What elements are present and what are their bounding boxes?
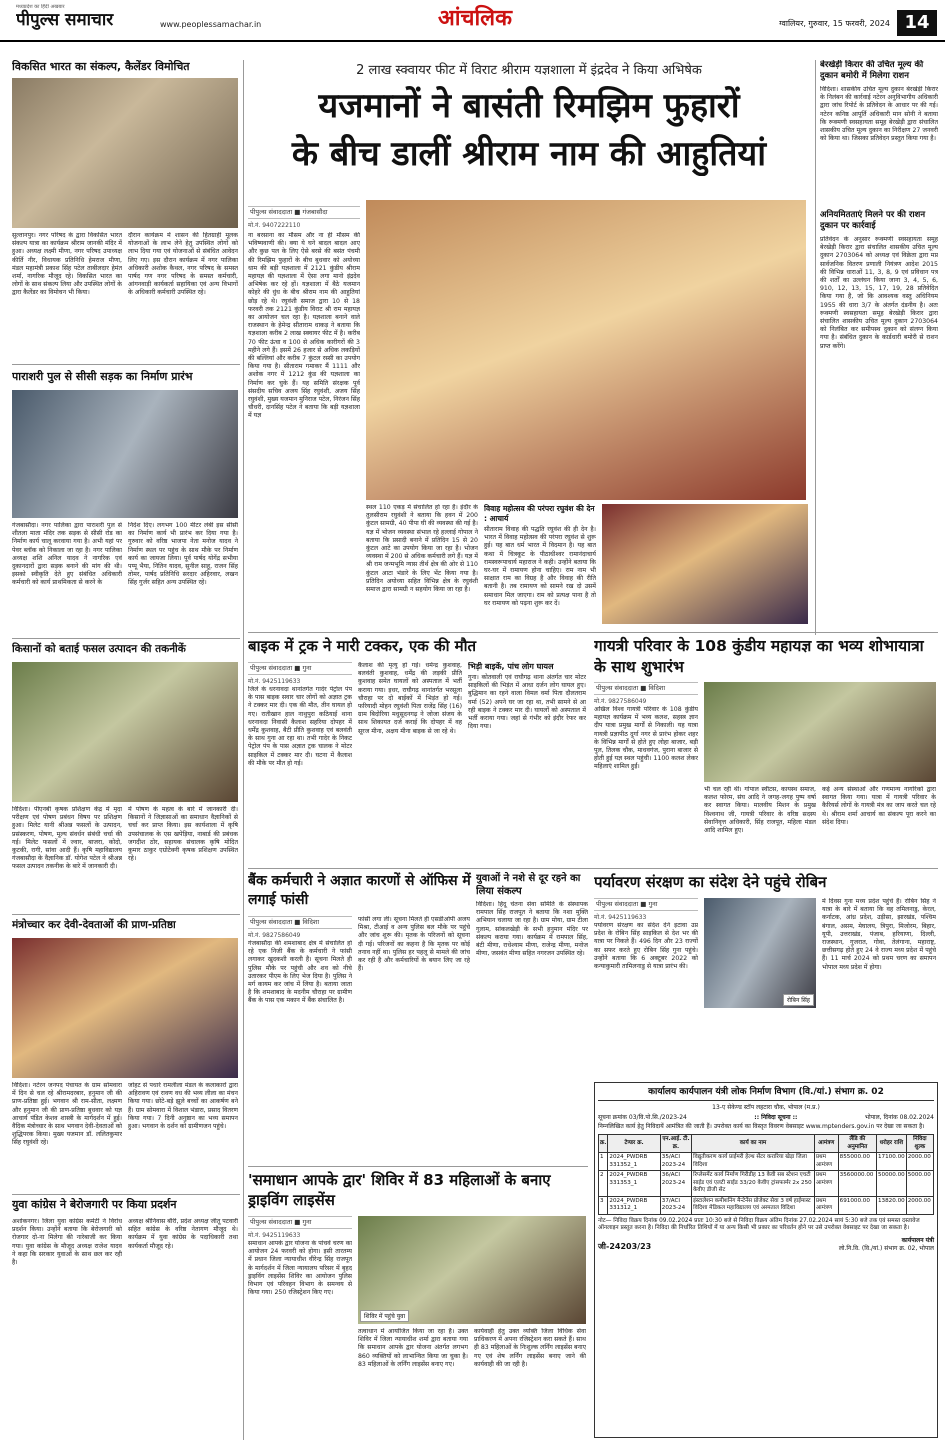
left-column [12,60,240,1440]
divider [248,868,938,869]
story-farmers-text: विदिशा। पीएनबी कृषक प्रशिक्षण केंद्र में मृदा परीक्षण एवं पोषण प्रबंधन विषय पर प्रशिक्षण हुआ। मिलेट यानी श्रीअन्न फसलों के उत्पादन, प्रसंस्करण, पोषण, मूल्य संवर्धन संबंधी चर्चा की गई। मिलेट फसलों में ज्वार, बाजरा, कोदो, कुटकी, रागी, सांवा आदी हैं। कृषि महाविद्यालय गंजबासौदा के वैज्ञानिक डॉ. योगेश पटेल ने श्रीअन्न फसल उत्पादन तकनीक के बारे में जानकारी दी। [12,806,122,871]
lead-byline: पीपुल्स संवाददाता ■ गंजबासौदा [248,206,360,219]
lead-story [248,60,810,630]
ration-action-text: प्रतिवेदन के अनुसार रूक्मणी स्वसहायता समूह बेरखेड़ी किरार द्वारा संचालित शासकीय उचित मूल्य दुकान 2703064 को अध्यक्ष एवं विक्रेता द्वारा मप्र सार्वजनिक वितरण प्रणाली नियंत्रण आदेश 2015 की विभिन्न धाराओं 11, 3, 8, 9 एवं प्रविधान पत्र की शर्तों का उल्लंघन किया जाना 3, 4, 5, 6, 910, 12, 13, 15, 17, 19, 28 प्रतिवेदित किया गया है, जो कि आवश्यक वस्तु अधिनियम 1955 की धारा 3/7 के अंतर्गत दंडनीय है। अतः रूक्मणी स्वसहायता समूह बेरखेड़ी किरार द्वारा संचालित शासकीय उचित मूल्य दुकान 2703064 को निलंबित कर समीपस्थ दुकान को संलग्न किया गया है। संबंधित दुकान के कार्डधारी बमोरी से राशन प्राप्त करेंगे। [820,236,938,350]
gayatri-headline: गायत्री परिवार के 108 कुंडीय महायज्ञ का भव्य शोभायात्रा के साथ शुभारंभ [594,637,924,676]
tender-row [599,1196,934,1214]
tender-notice-title: :: निविदा सूचना :: [754,1114,798,1121]
story-farmers-text-2: में पोषण के महत्व के बारे में जानकारी दी। किसानों ने जिज्ञासाओं का समाधान वैज्ञानिकों से चर्चा कर प्राप्त किया। इस कार्यशाला में कृषि उपसंचालक के एस खपेड़िया, नाबार्ड की प्रबंधक जगदीश ठोर, सहायक संचालक कृषि मोदित कुमार ठाकुर एग्रोटेक्नी कृषक प्रशिक्षण उपस्थित रहे। [128,806,238,863]
tender-cell: 1 [599,1153,608,1171]
robin-mobile: मो.नं. 9425119633 [594,914,647,921]
story-youth-congress-title: युवा कांग्रेस ने बेरोजगारी पर किया प्रदर्शन [12,1198,177,1211]
tender-cell: 50000.00 [877,1171,907,1197]
bank-text: गंजबासौदा की शमशाबाद क्षेत्र में संचालित हो रहे एक निजी बैंक के कर्मचारी ने फांसी लगाकर खुदकशी करली है। सूचना मिलते ही पुलिस मौके पर पहुंची और शव को नीचे उतारकर पीएम के लिए भेज दिया है। पुलिस ने मर्ग कायम कर जांच में लिया है। बताया जाता है कि शमशाबाद के मदनीम चौराहा पर ग्रामीण बैंक के पास एक मकान में बैंक संचालित है। [248,940,352,1005]
story-calendar-text: सुल्तानपुर। नगर परिषद के द्वारा विकसित भारत संकल्प यात्रा का कार्यक्रम श्रीराम जानकी मंदिर में हुआ। अध्यक्ष लक्ष्मी मीणा, नगर परिषद उपाध्यक्ष कीर्ति नीर, विधायक प्रतिनिधि हेमराज मीणा, मंडल महामंत्री प्रकाश सिंह पटेल ताबीलदार हेमंत शर्मा, नागरिक मौजूद रहे। विकसित भारत का लोगों के साथ संकल्प लिया और उपस्थित लोगों के द्वारा कैलेंडर का विमोचन भी किया। [12,232,122,297]
ration-story-title: बेरखेड़ी किरार की उचित मूल्य की दुकान बमोरी में मिलेगा राशन [820,60,924,81]
divider [248,1166,588,1167]
lead-sidebox [484,504,596,624]
lead-headline-1: यजमानों ने बासंती रिमझिम फुहारों [318,86,740,126]
tender-footer [598,1236,934,1252]
gayatri-byline-block [594,682,698,705]
ration-action-title: अनियमितताएं मिलने पर की राशन दुकान पर कार्रवाई [820,210,926,231]
tender-code: जी-24203/23 [598,1241,652,1251]
yagyashala-photo [366,200,806,500]
robin-text-3 [704,1012,816,1068]
farmers-photo [12,662,238,802]
tender-signature: कार्यपालन यंत्री [901,1236,934,1244]
section-title [400,4,550,36]
licence-photo [358,1216,586,1324]
story-pran-pratishtha-text: विदिशा। नटेरन जनपद पंचायत के ग्राम सोमवारा में दिन से चल रहे श्रीरामदरबार, हनुमान जी की प्राण-प्रतिष्ठा हुई। भगवान श्री राम-सीता, लक्ष्मण और हनुमान जी की प्राण-प्रतिष्ठा बुधवार को यज्ञ आचार्य पंडित केशव शास्त्री के मार्गदर्शन में हुई। वैदिक मंत्रोच्चार के साथ भगवान देवी-देवताओं को शुद्धिपरक किया। मुख्य यजमान डॉ. ललितकुमार सिंह रघुवंशी रहे। [12,1082,122,1147]
tender-notice-no: सूचना क्रमांक 03/वि.पो.सि./2023-24 [598,1114,687,1121]
licence-text: समाधान आपके द्वार योजना के पांचवें चरण का आयोजन 24 फरवरी को होगा। इसी तारतम्य में प्रधान जिला न्यायाधीश वीरेन्द्र सिंह राजपूत के मार्गदर्शन में जिला न्यायालय परिसर में बृहद ड्राइविंग लाइसेंस शिविर का आयोजन पुलिस विभाग एवं परिवहन विभाग के समन्वय से किया गया। 250 रजिस्ट्रेशन किए गए। [248,1240,352,1297]
tender-cell: इंस्टालेशन कमीशनिंग मैन्टेनेंस प्रोजेक्ट सेवा 3 वर्ष हाईमास्ट विदिशा मेडिकल महाविद्यालय एवं अस्पताल विदिशा [692,1196,815,1214]
youth-headline: युवाओं ने नशे से दूर रहने का लिया संकल्प [476,873,581,897]
bank-text-2: फांसी लगा ली। सूचना मिलते ही एसडीओपी अजय मिश्रा, टीआई व अन्य पुलिस बल मौके पर पहुंचे और जांच शुरू की। मृतक के परिजनों को सूचना दी गई। परिजनों का कहना है कि मृतक पर कोई तनाव नहीं था। पुलिस हर पहलू से मामले की जांच कर रही है और कर्मचारियों के बयान लिए जा रहे हैं। [358,916,470,973]
tender-cell: प्रथम आमंत्रण [814,1196,838,1214]
acharya-photo [602,504,808,624]
robin-text: पर्यावरण संरक्षण का संदेश देने इटावा उप्र प्रदेश के रोबिन सिंह साइकिल से देश भर की यात्रा पर निकले हैं। 496 दिन और 23 राज्यों का सफर करते हुए रोबिन सिंह गुना पहुंचे। उन्होंने बताया कि 6 अक्टूबर 2022 को कन्याकुमारी तामिलनाडु से यात्रा प्रारंभ की। [594,922,698,971]
tender-cell: 37/ACI 2023-24 [660,1196,691,1214]
gayatri-story [594,636,938,866]
accident-story [248,636,588,866]
robin-photo-caption: रोबिन सिंह [783,994,814,1006]
licence-text-2: तत्वाधान में आयोजित किया जा रहा है। उक्त शिविर में जिला न्यायाधीश शर्मा द्वारा बताया गया कि समाधान आपके द्वार योजना अंतर्गत लगभग 860 व्यक्तियों को लाभान्वित किया जा चुका है। 83 महिलाओं के लर्निंग लाइसेंस बनाए गए। [358,1328,468,1368]
accident-sidebox-text: गुना। कोतवाली एवं राघौगढ़ थाना अंतर्गत चार मोटर साइकिलों की भिड़ंत में आधा दर्जन लोग घायल हुए। बुद्धिमान का रहने वाला विमल वर्मा पिता दौलतराम वर्मा (52) अपने घर जा रहा था, तभी सामने से आ रही बाइक ने टक्कर मार दी। घायलों को अस्पताल में भर्ती कराया गया। जहां से गंभीर को इंदौर रेफर कर दिया गया। [468,674,586,731]
tender-cell: विद्युतीकरण कार्य प्राईमरी हेल्थ सेंटर करारिया खेड़ा जिला विदिशा [692,1153,815,1171]
youth-text: विदिशा। हिंदू चेतना सेवा समिति के संस्थापक रामपाल सिंह राजपूत ने बताया कि नशा मुक्ति अभियान चलाया जा रहा है। ग्राम मोया, ग्राम टीला गुलाम, सांकलखेड़ी के सभी हनुमान मंदिर पर संकल्प कराया गया। कार्यक्रम में रामपाल सिंह, बंटी मीणा, राधेश्याम मीणा, राजेन्द्र मीणा, मनोज मीणा, जसवंत मीणा सहित नगरजन उपस्थित रहे। [476,901,588,958]
lead-kicker: 2 लाख स्क्वायर फीट में विराट श्रीराम यज्ञशाला में इंद्रदेव ने किया अभिषेक [356,63,702,78]
section-label: आंचलिक [438,6,512,31]
column-rule [243,60,244,1440]
accident-mobile: मो.नं. 9425119633 [248,678,301,685]
tender-cell: 3 [599,1196,608,1214]
tender-cell: 2000.00 [906,1196,933,1214]
column-rule [815,60,816,635]
tender-header-cell: एन.आई. टी. क्र. [660,1135,691,1153]
lead-byline-block [248,206,360,229]
tender-header-cell: क्र. [599,1135,608,1153]
tender-header-cell: निविदा शुल्क [906,1135,933,1153]
robin-story [594,872,938,1072]
tender-table [598,1134,934,1215]
tender-cell: 2024_PWDRB 331352_1 [608,1153,660,1171]
tender-cell: 17100.00 [877,1153,907,1171]
story-calendar-title: विकसित भारत का संकल्प, कैलेंडर विमोचित [12,60,190,73]
tender-signature-2: लो.नि.वि. (वि./यां.) संभाग क्र. 02, भोपाल [838,1244,934,1252]
tender-cell: 2024_PWDRB 331312_1 [608,1196,660,1214]
story-calendar-text-2: दौरान कार्यक्रम में शासन की हितग्राही मूलक योजनाओं के लाभ लेने हेतु उपस्थित लोगों को लाभ दिया गया एवं योजनाओं से संबंधित आवेदन लिए गए। इस दौरान कार्यक्रम में नगर पालिका अधिकारी अशोक कैथल, नगर परिषद के समस्त पार्षद गण नगर परिषद के समस्त कर्मचारी, आंगनवाड़ी कार्यकर्ता सहायिका एवं अन्य विभागों के अधिकारी कर्मचारी उपस्थित रहे। [128,232,238,297]
robin-headline: पर्यावरण संरक्षण का संदेश देने पहुंचे रोबिन [594,873,827,891]
tender-note: नोट— निविदा विक्रय दिनांक 09.02.2024 प्रातः 10:30 बजे से निविदा विक्रय अंतिम दिनांक 27.02.2024 सायं 5:30 बजे तक एवं समस्त दस्तावेज ऑनलाइन प्रस्तुत करना है। निविदा की निर्धारित तिथियों में या अन्य किसी भी प्रकार का परिवर्तन होने पर उसे उपरोक्त वेबसाइट पर देखा जा सकता है। [598,1217,920,1231]
story-farmers-title: किसानों को बताई फसल उत्पादन की तकनीकें [12,643,186,655]
gayatri-text-3: कई अन्य संस्थाओं और गणमान्य नागरिकों द्वारा स्वागत किया गया। यात्रा में गायत्री परिवार के कैरियर्स लोगों के गायत्री मंत्र का जाप करते चल रहे थे। श्रीराम शर्मा आचार्य का संकल्प पूरा करने का संदेश दिया। [822,786,936,826]
gayatri-text: अखिल विश्व गायत्री परिवार के 108 कुंडीय महायज्ञ कार्यक्रम में भव्य कलश, सहस्त्र ज्ञान दीप यात्रा प्रमुख मार्गों से निकाली। यह यात्रा गायत्री प्रज्ञापीठ दुर्गा नगर से प्रारंभ होकर शहर के विभिन्न मार्गों से होते हुए लोहा बाजार, बड़ी पुल, तिलक चौक, माधवगंज, पुराना बाजार से होती हुई यज्ञ स्थल पहुंची। 1100 कलश लेकर महिलाएं शामिल हुईं। [594,706,698,771]
tender-cell: 855000.00 [838,1153,876,1171]
bank-mobile: मो.नं. 9827586049 [248,932,301,939]
divider [248,632,938,633]
accident-sidebox-title: भिड़ी बाइकें, पांच लोग घायल [468,662,554,671]
tender-cell: रिप्लेसमेंट कार्य निर्माण गिरीडीह 13 केवी सब स्टेशन एचटी साईड एवं एलटी साईड 33/20 केवीए ट्रांसफार्मर 2x 250 केवीए डीजी सेट [692,1171,815,1197]
tender-cell: 2000.00 [906,1153,933,1171]
lead-headline-2: के बीच डालीं श्रीराम नाम की आहुतियां [291,134,767,174]
tender-row [599,1153,934,1171]
bank-headline: बैंक कर्मचारी ने अज्ञात कारणों से ऑफिस में लगाई फांसी [248,873,471,908]
story-youth-congress-text: अशोकनगर। जिला युवा कांग्रेस कमेटी ने विरोध प्रदर्शन किया। उन्होंने बताया कि बेरोजगारी को रोजगार दो-ना मिलेगा की नारेबाजी कर किया गया। युवा कांग्रेस के मौजूद अध्यक्ष राजेश यादव ने कहा कि सरकार युवाओं के साथ छल कर रही है। [12,1218,122,1267]
tender-cell: 2024_PWDRB 331353_1 [608,1171,660,1197]
tender-cell: 691000.00 [838,1196,876,1214]
licence-story [248,1170,588,1440]
tender-signature-block [839,1236,934,1252]
gayatri-photo [704,682,936,782]
tender-header-cell: धरोहर राशि [877,1135,907,1153]
tender-header-cell: लैंडि की अनुमानित [838,1135,876,1153]
tender-header-cell: टेण्डर क्र. [608,1135,660,1153]
tender-row [599,1171,934,1197]
story-pran-pratishtha-text-2: जोहट से पधारे रामलीला मंडल के कलाकारों द्वारा अहिरावण एवं रावण वध की भव्य लीला का मंचन किया गया। छोटे-बड़े झूले बच्चों का आकर्षण बने हैं। ग्राम सोमवारा में विशाल भंडारा, प्रसाद वितरण किया गया। 7 दिनी अनुष्ठान का भव्य समापन हुआ। भगवान के दर्शन को ग्रामीणजन पहुंचे। [128,1082,238,1131]
masthead [0,0,945,42]
lead-sidebox-title: विवाह महोत्सव की परंपरा रघुवंश की देन : आचार्य [484,504,595,523]
bank-byline: पीपुल्स संवाददाता ■ विदिशा [248,916,352,929]
story-road-title: पाराशरी पुल से सीसी सड़क का निर्माण प्रारंभ [12,370,193,383]
paper-tagline: मध्यप्रदेश का हिंदी अखबार [16,4,65,10]
tender-cell: 2 [599,1171,608,1197]
licence-text-3: कार्यवाही हेतु उक्त व्यक्ति जिला विधिक सेवा प्राधिकरण में अपना रजिस्ट्रेशन करा सकते हैं। साथ ही 83 महिलाओं के निःशुल्क लर्निंग लाइसेंस बनाए गए एवं शेष लर्निंग लाइसेंस बनाए जाने की कार्यवाही की जा रही है। [474,1328,586,1368]
tender-cell: 35/ACI 2023-24 [660,1153,691,1171]
tender-cell: 3560000.00 [838,1171,876,1197]
tender-cell: प्रथम आमंत्रण [814,1153,838,1171]
gayatri-text-2: भी चल रहीं थीं। गोपाल स्वीटस, कायस्थ समाज, कलश फोरम, संघ आदि ने जगह-जगह पुष्प वर्षा कर स्वागत किया। मालवीय मिशन के प्रमुख विश्वनाथ जी, गायत्री परिवार के वरिष्ठ सदस्य सेवानिवृत्त अधिकारी, सिंह राजपूत, महिला मंडल आदि शामिल हुए। [704,786,816,835]
divider [12,364,240,365]
robin-byline: पीपुल्स संवाददाता ■ गुना [594,898,698,911]
gayatri-mobile: मो.नं. 9827586049 [594,698,647,705]
lead-text-col2: स्थल 110 एकड़ में संचालित हो रहा है। इंदौर के तुलसीराम रघुवंशी ने बताया कि हवन में 200 कुंटल सामग्री, 40 पीपा घी की व्यवस्था की गई है। यज्ञ में भोजन व्यवस्था संभाल रहे हल्लाई गोपाल ने बताया कि प्रसादी बनाने में प्रतिदिन 15 से 20 कुंटल आटे का उपयोग किया जा रहा है। भोजन व्यवस्था में 200 से अधिक कर्मचारी लगे हैं। यज्ञ में श्री राम जन्मभूमि न्यास तीर्थ क्षेत्र की ओर से 110 कुंटल आटा भंडारे के लिए भेंट किया गया है। प्रतिदिन अयोध्या सहित विभिन्न क्षेत्र के रघुवंशी समाज द्वारा सामग्री न सहयोग किया जा रहा है। [366,504,478,594]
lead-sidebox-text: सीताराम विवाह की पद्धति रघुवंश की ही देन है। भारत में विवाह महोत्सव की परंपरा रघुवंश से शुरू हुई। यह बात धर्म भारत में विदमान है। यह बात कथा में चित्रकूट के पीठाधीश्वर रामानंदाचार्य रामस्वरूपाचार्य महाराज ने कही। उन्होंने बताया कि घर-घर में रामायण होना चाहिए। राम नाम भी साक्षात राम का विग्रह है और विवाह की रीति बतानी है। तब रामायण को सामने रख दो उसमें समाधान मिल जाएगा। राम को प्रत्यक्ष पाना है तो घर रामायण को पढ़ना शुरू कर दें। [484,526,596,607]
calendar-photo [12,78,238,228]
robin-byline-block [594,898,698,921]
right-column [820,60,938,632]
tender-title: कार्यालय कार्यपालन यंत्री लोक निर्माण विभाग (वि./यां.) संभाग क्र. 02 [598,1086,934,1101]
youth-story [476,872,588,1162]
tender-header-row [599,1135,934,1153]
dateline: ग्वालियर, गुरुवार, 15 फरवरी, 2024 [779,19,890,28]
tender-cell: प्रथम आमंत्रण [814,1171,838,1197]
tender-notice-row [598,1113,934,1121]
road-photo [12,390,238,518]
ration-story-text: विदिशा। शासकीय उचित मूल्य दुकान बेरखेड़ी किरार के निलंबन की कार्रवाई नटेरन अनुविभागीय अधिकारी द्वारा जांच रिपोर्ट के प्रतिवेदन के आधार पर की गई। नटेरन कनिष्ठ आपूर्ति अधिकारी मान सोनी ने बताया कि रूक्मणी स्वसहायता समूह बेरखेड़ी द्वारा संचालित शासकीय उचित मूल्य दुकान का निरीक्षण 27 जनवरी को किया था। जिसका प्रतिवेदन प्रस्तुत किया गया है। [820,86,938,143]
paper-name: पीपुल्स समाचार [16,10,114,30]
bank-byline-block [248,916,352,939]
paper-logo [16,4,156,34]
robin-text-2: में दिवस गुना मध्य प्रदेश पहुंचे हैं। रोबिन सिंह ने यात्रा के बारे में बताया कि वह तमिलनाडु, केरल, कर्नाटक, आंध्र प्रदेश, उड़ीसा, झारखंड, पश्चिम बंगाल, असम, मेघालय, त्रिपुरा, मिजोरम, बिहार, यूपी, उत्तराखंड, पंजाब, हरियाणा, दिल्ली, राजस्थान, गुजरात, गोवा, तेलंगाना, महाराष्ट्र, छत्तीसगढ़ होते हुए 24 वे राज्य मध्य प्रदेश में पहुंचे हैं। 11 मार्च 2024 को प्रथम चरण का समापन भोपाल मध्य प्रदेश में होगा। [822,898,936,971]
tender-notice [594,1082,938,1438]
lead-mobile: मो.नं. 9407222110 [248,222,301,229]
tender-subtitle: 13-ए सेकेण्ड स्टॉप लहटारा चौक, भोपाल (म.प्र.) [712,1104,820,1111]
website[interactable]: www.peoplessamachar.in [160,20,262,29]
accident-sidebox [468,662,586,864]
licence-mobile: मो.नं. 9425119633 [248,1232,301,1239]
tender-notice-date: भोपाल, दिनांक 08.02.2024 [864,1114,934,1121]
pran-pratishtha-photo [12,938,238,1078]
tender-header-cell: कार्य का नाम [692,1135,815,1153]
tender-cell: 13820.00 [877,1196,907,1214]
licence-headline: 'समाधान आपके द्वार' शिविर में 83 महिलाओं के बनाए ड्राइविंग लाइसेंस [248,1171,551,1209]
licence-photo-caption: शिविर में पहुंचे युवा [360,1310,409,1322]
tender-cell: 5000.00 [906,1171,933,1197]
tender-intro: निम्नलिखित कार्य हेतु निविदायें आमंत्रित की जाती हैं। उपरोक्त कार्य का विस्तृत विवरण वेबसाइट www.mptenders.gov.in पर देखा जा सकता है। [598,1123,925,1130]
divider [12,1194,240,1195]
bank-story [248,872,472,1162]
accident-byline: पीपुल्स संवाददाता ■ गुना [248,662,352,675]
story-youth-congress-text-2: अध्यक्ष श्रीनिवास बौरी, प्रदेश अध्यक्ष जीतू पटवारी सहित कांग्रेस के वरिष्ठ नेतागण मौजूद थे। कार्यक्रम में युवा कांग्रेस के पदाधिकारी तथा कार्यकर्ता मौजूद रहे। [128,1218,238,1250]
tender-header-cell: आमंत्रण [814,1135,838,1153]
story-pran-pratishtha-title: मंत्रोच्चार कर देवी-देवताओं की प्राण-प्रतिष्ठा [12,919,176,931]
accident-headline: बाइक में ट्रक ने मारी टक्कर, एक की मौत [248,637,477,655]
lead-text-col1: ना बरसाना का मौसम और ना ही मौसम की भविष्यवाणी की। क्या ये घने बादल बादल आए और कुछ पल के लिए ऐसे बरसे की बसंत पंचमी की रिमझिम फुहारों के बीच बुधवार को अयोध्या धाम की बड़ी यज्ञशाला में 2121 कुंडीय श्रीराम महायज्ञ की यज्ञशाला में ऐसा लगा मानो इंद्रदेव अभिषेक कर रहे हों। यज्ञशाला में बैठे यजमान कोहरे की धुंध के बीच श्रीराम नाम की आहुतियां छोड़ रहे थे। रघुवंशी समाज द्वारा 10 से 18 फरवरी तक 2121 कुंडीय विराट श्री राम महायज्ञ का आयोजन चल रहा है। यज्ञशाला बनाने वाले राजस्थान के हेमेन्द्र सीताराम धाकड़ ने बताया कि यज्ञशाला करीब 2 लाख स्क्वायर फीट में है। करीब 70 फीट ऊंचा व 100 से अधिक कारीगरों की 3 महीने लगे हैं। इसमें 26 हजार से अधिक लकड़ियों की बल्लियां और करीब 7 कुंटल रस्सी का उपयोग किया गया है। सीताराम गमाकर मैं 1111 और अशोक नगर में 1212 कुंड की यज्ञशाला का निर्माण कर चुके हैं। यह समिति संरक्षक पूर्व संसदीय सचिव अजय सिंह रघुवंशी, अजय सिंह रघुवंशी, मुख्य यजमान मुनिराज पटेल, निरंजन सिंह चौधरी, दानसिंह पटेल ने बताया कि बड़ी यज्ञशाला में यज्ञ [248,232,360,420]
accident-byline-block [248,662,352,685]
page-number: 14 [897,10,937,36]
gayatri-byline: पीपुल्स संवाददाता ■ विदिशा [594,682,698,695]
story-road-text: गंजबासौदा। नगर पालिका द्वारा पाराशरी पुल से शीतला माता मंदिर तक सड़क से सीसी रोड का निर्माण कार्य चालू करवाया गया है। अभी यहां पर पेवर ब्लॉक को निकाला जा रहा है। नगर पालिका अध्यक्ष शशि अनिल यादव ने नागरिक एवं दुकानदारों द्वारा सड़क बनाने की मांग की थी। इसको स्वीकृति देते हुए संबंधित अधिकारी कर्मचारी को कार्य प्राथमिकता से करने के [12,522,122,587]
robin-photo [704,898,816,1008]
divider [12,638,240,639]
divider [12,914,240,915]
accident-text: जिले के धरनावदा थानांतर्गत गादेर पेट्रोल पंप के पास बाइक सवार चार लोगों को अज्ञात ट्रक ने टक्कर मार दी। एक की मौत, तीन घायल हो गए। रातीखान हाल नाथुपुरा कठियाई थाना धरनावदा निवासी कैलाश सहरिया दोपहर में धर्मेंद्र कुशवाह, बैटी प्रीति कुशवाह एवं बलवंती के साथ गुना आ रहा था। तभी गादेर के निकट पेट्रोल पंप के पास अज्ञात ट्रक चालक ने मोटर साइकिल में टक्कर मार दी। घटना में कैलाश की मौके पर मौत हो गई। [248,686,352,767]
story-road-text-2: निर्देश दिए। लगभग 100 मीटर लंबी इस सीसी का निर्माण कार्य भी प्रारंभ कर दिया गया है। गुरुवार को वरिष्ठ भाजपा नेता मनोज यादव ने निर्माण स्थल पर पहुंच के साथ मौके पर निर्माण कार्य का जायजा लिया। पूर्व पार्षद योगेंद्र सभीया पप्पू भैया, नितिन यादव, सुनील साहू, राजन सिंह तोमर, पार्षद प्रतिनिधि सरदार अहिरवार, लखन सिंह गुर्जर सहित अन्य उपस्थित रहे। [128,522,238,587]
tender-cell: 36/ACI 2023-24 [660,1171,691,1197]
licence-byline-block [248,1216,352,1239]
licence-byline: पीपुल्स संवाददाता ■ गुना [248,1216,352,1229]
accident-text-2: कैलाश की मृत्यु हो गई। धर्मेन्द्र कुशवाह, बलवंती कुशवाह, धर्मेंद्र की लड़की प्रीति कुशवाह समेत घायलों को अस्पताल में भर्ती कराया गया। इधर, राघौगढ़ थानांतर्गत भरसूला चौराहा पर दो बाईकों में भिड़ंत हो गई। फरियादी मोहन रघुवंशी पिता राजेंद्र सिंह (16) ग्राम बिदोरिया मधुसूदनगढ़ ने जोजा संजय के साथ शिकायत दर्ज कराई कि दोपहर में वह सूरज मीना, अक्षय मीना बाइक से जा रहे थे। [358,662,462,735]
